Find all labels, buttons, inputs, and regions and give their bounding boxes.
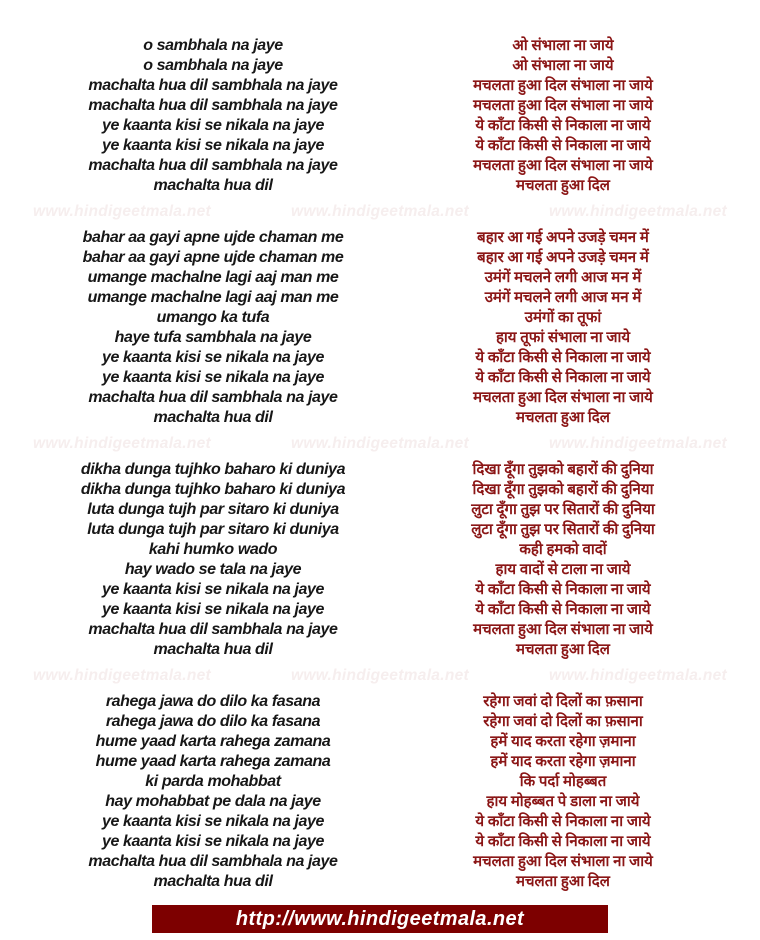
stanza-row [0,228,760,428]
lyric-line-latin: o sambhala na jaye [143,57,283,74]
lyric-line-hindi: हमें याद करता रहेगा ज़माना [490,734,636,750]
lyric-line-latin: machalta hua dil [153,409,273,426]
lyric-line-latin: dikha dunga tujhko baharo ki duniya [80,461,346,478]
lyric-line-hindi: ये काँटा किसी से निकाला ना जाये [475,834,651,850]
lyric-line-latin: bahar aa gayi apne ujde chaman me [82,249,344,266]
lyric-line-latin: machalta hua dil sambhala na jaye [88,77,338,94]
stanza-hindi-column [426,228,700,428]
lyric-line-hindi: मचलता हुआ दिल संभाला ना जाये [473,622,653,638]
lyric-line-hindi: रहेगा जवां दो दिलों का फ़साना [483,714,643,730]
lyric-line-hindi: दिखा दूँगा तुझको बहारों की दुनिया [472,462,654,478]
lyric-line-hindi: मचलता हुआ दिल संभाला ना जाये [473,78,653,94]
lyric-line-hindi: मचलता हुआ दिल संभाला ना जाये [473,158,653,174]
lyric-line-latin: machalta hua dil [153,641,273,658]
lyric-line-hindi: मचलता हुआ दिल संभाला ना जाये [473,854,653,870]
lyric-line-latin: machalta hua dil sambhala na jaye [88,389,338,406]
watermark-text: www.hindigeetmala.net [33,203,211,220]
watermark-row [0,196,760,228]
watermark-text: www.hindigeetmala.net [33,667,211,684]
stanza-latin-column [0,228,426,428]
footer-url-bar[interactable] [152,905,608,933]
lyric-line-latin: luta dunga tujh par sitaro ki duniya [87,501,339,518]
stanza-hindi-column [426,692,700,892]
lyric-line-latin: ki parda mohabbat [145,773,281,790]
lyric-line-hindi: उमंगों का तूफां [524,310,602,326]
lyric-line-hindi: ये काँटा किसी से निकाला ना जाये [475,814,651,830]
lyric-line-hindi: हाय मोहब्बत पे डाला ना जाये [486,794,640,810]
lyric-line-latin: ye kaanta kisi se nikala na jaye [101,137,325,154]
lyric-line-latin: kahi humko wado [148,541,278,558]
lyric-line-hindi: मचलता हुआ दिल संभाला ना जाये [473,390,653,406]
watermark-text: www.hindigeetmala.net [291,203,469,220]
stanza-hindi-column [426,36,700,196]
lyric-line-latin: machalta hua dil [153,177,273,194]
stanza-latin-column [0,692,426,892]
lyric-line-latin: hay mohabbat pe dala na jaye [105,793,321,810]
lyric-line-latin: o sambhala na jaye [143,37,283,54]
lyric-line-latin: ye kaanta kisi se nikala na jaye [101,117,325,134]
lyric-line-hindi: मचलता हुआ दिल [516,642,610,658]
lyric-line-hindi: लुटा दूँगा तुझ पर सितारों की दुनिया [471,522,655,538]
watermark-text: www.hindigeetmala.net [549,203,727,220]
lyric-line-latin: machalta hua dil sambhala na jaye [88,621,338,638]
lyric-line-hindi: ये काँटा किसी से निकाला ना जाये [475,350,651,366]
watermark-text: www.hindigeetmala.net [291,667,469,684]
footer-url-link[interactable]: http://www.hindigeetmala.net [235,907,525,930]
lyric-line-latin: ye kaanta kisi se nikala na jaye [101,369,325,386]
lyric-line-latin: haye tufa sambhala na jaye [114,329,312,346]
lyric-line-latin: umange machalne lagi aaj man me [87,269,339,286]
lyric-line-hindi: ओ संभाला ना जाये [512,38,614,54]
lyric-line-hindi: लुटा दूँगा तुझ पर सितारों की दुनिया [471,502,655,518]
lyric-line-hindi: कि पर्दा मोहब्बत [519,774,607,790]
watermark-text: www.hindigeetmala.net [291,435,469,452]
lyric-line-latin: umange machalne lagi aaj man me [87,289,339,306]
lyric-line-latin: ye kaanta kisi se nikala na jaye [101,349,325,366]
lyric-line-latin: bahar aa gayi apne ujde chaman me [82,229,344,246]
lyric-line-latin: machalta hua dil [153,873,273,890]
lyric-line-latin: ye kaanta kisi se nikala na jaye [101,601,325,618]
lyric-line-hindi: उमंगें मचलने लगी आज मन में [484,290,642,306]
lyric-line-hindi: दिखा दूँगा तुझको बहारों की दुनिया [472,482,654,498]
lyric-line-hindi: बहार आ गई अपने उजड़े चमन में [477,230,649,246]
lyric-line-latin: umango ka tufa [156,309,270,326]
lyric-line-hindi: कही हमको वादों [519,542,607,558]
stanza-latin-column [0,460,426,660]
watermark-text: www.hindigeetmala.net [549,667,727,684]
stanza-row [0,36,760,196]
lyric-line-latin: rahega jawa do dilo ka fasana [105,693,321,710]
lyric-line-latin: rahega jawa do dilo ka fasana [105,713,321,730]
lyric-line-latin: machalta hua dil sambhala na jaye [88,853,338,870]
lyric-line-latin: machalta hua dil sambhala na jaye [88,97,338,114]
lyric-line-hindi: रहेगा जवां दो दिलों का फ़साना [483,694,643,710]
lyric-line-latin: luta dunga tujh par sitaro ki duniya [87,521,339,538]
lyric-line-latin: ye kaanta kisi se nikala na jaye [101,813,325,830]
watermark-text: www.hindigeetmala.net [549,435,727,452]
lyric-line-hindi: हाय वादों से टाला ना जाये [495,562,631,578]
lyric-line-hindi: ये काँटा किसी से निकाला ना जाये [475,138,651,154]
watermark-text: www.hindigeetmala.net [33,435,211,452]
lyric-line-hindi: मचलता हुआ दिल [516,410,610,426]
stanza-hindi-column [426,460,700,660]
lyric-line-hindi: ये काँटा किसी से निकाला ना जाये [475,118,651,134]
lyric-line-hindi: बहार आ गई अपने उजड़े चमन में [477,250,649,266]
lyric-line-hindi: हमें याद करता रहेगा ज़माना [490,754,636,770]
lyric-line-latin: dikha dunga tujhko baharo ki duniya [80,481,346,498]
lyric-line-hindi: मचलता हुआ दिल [516,874,610,890]
stanza-latin-column [0,36,426,196]
lyric-line-hindi: ये काँटा किसी से निकाला ना जाये [475,370,651,386]
lyric-line-hindi: ये काँटा किसी से निकाला ना जाये [475,602,651,618]
lyric-line-hindi: मचलता हुआ दिल [516,178,610,194]
lyric-line-hindi: मचलता हुआ दिल संभाला ना जाये [473,98,653,114]
lyric-line-latin: machalta hua dil sambhala na jaye [88,157,338,174]
watermark-row [0,428,760,460]
lyric-line-latin: hume yaad karta rahega zamana [95,753,331,770]
lyric-line-hindi: हाय तूफां संभाला ना जाये [495,330,631,346]
stanza-row [0,692,760,892]
stanza-row [0,460,760,660]
lyric-line-hindi: ये काँटा किसी से निकाला ना जाये [475,582,651,598]
lyric-line-latin: ye kaanta kisi se nikala na jaye [101,581,325,598]
lyric-line-hindi: उमंगें मचलने लगी आज मन में [484,270,642,286]
lyric-line-latin: ye kaanta kisi se nikala na jaye [101,833,325,850]
watermark-row [0,660,760,692]
lyric-line-latin: hay wado se tala na jaye [124,561,302,578]
lyric-line-latin: hume yaad karta rahega zamana [95,733,331,750]
lyric-line-hindi: ओ संभाला ना जाये [512,58,614,74]
